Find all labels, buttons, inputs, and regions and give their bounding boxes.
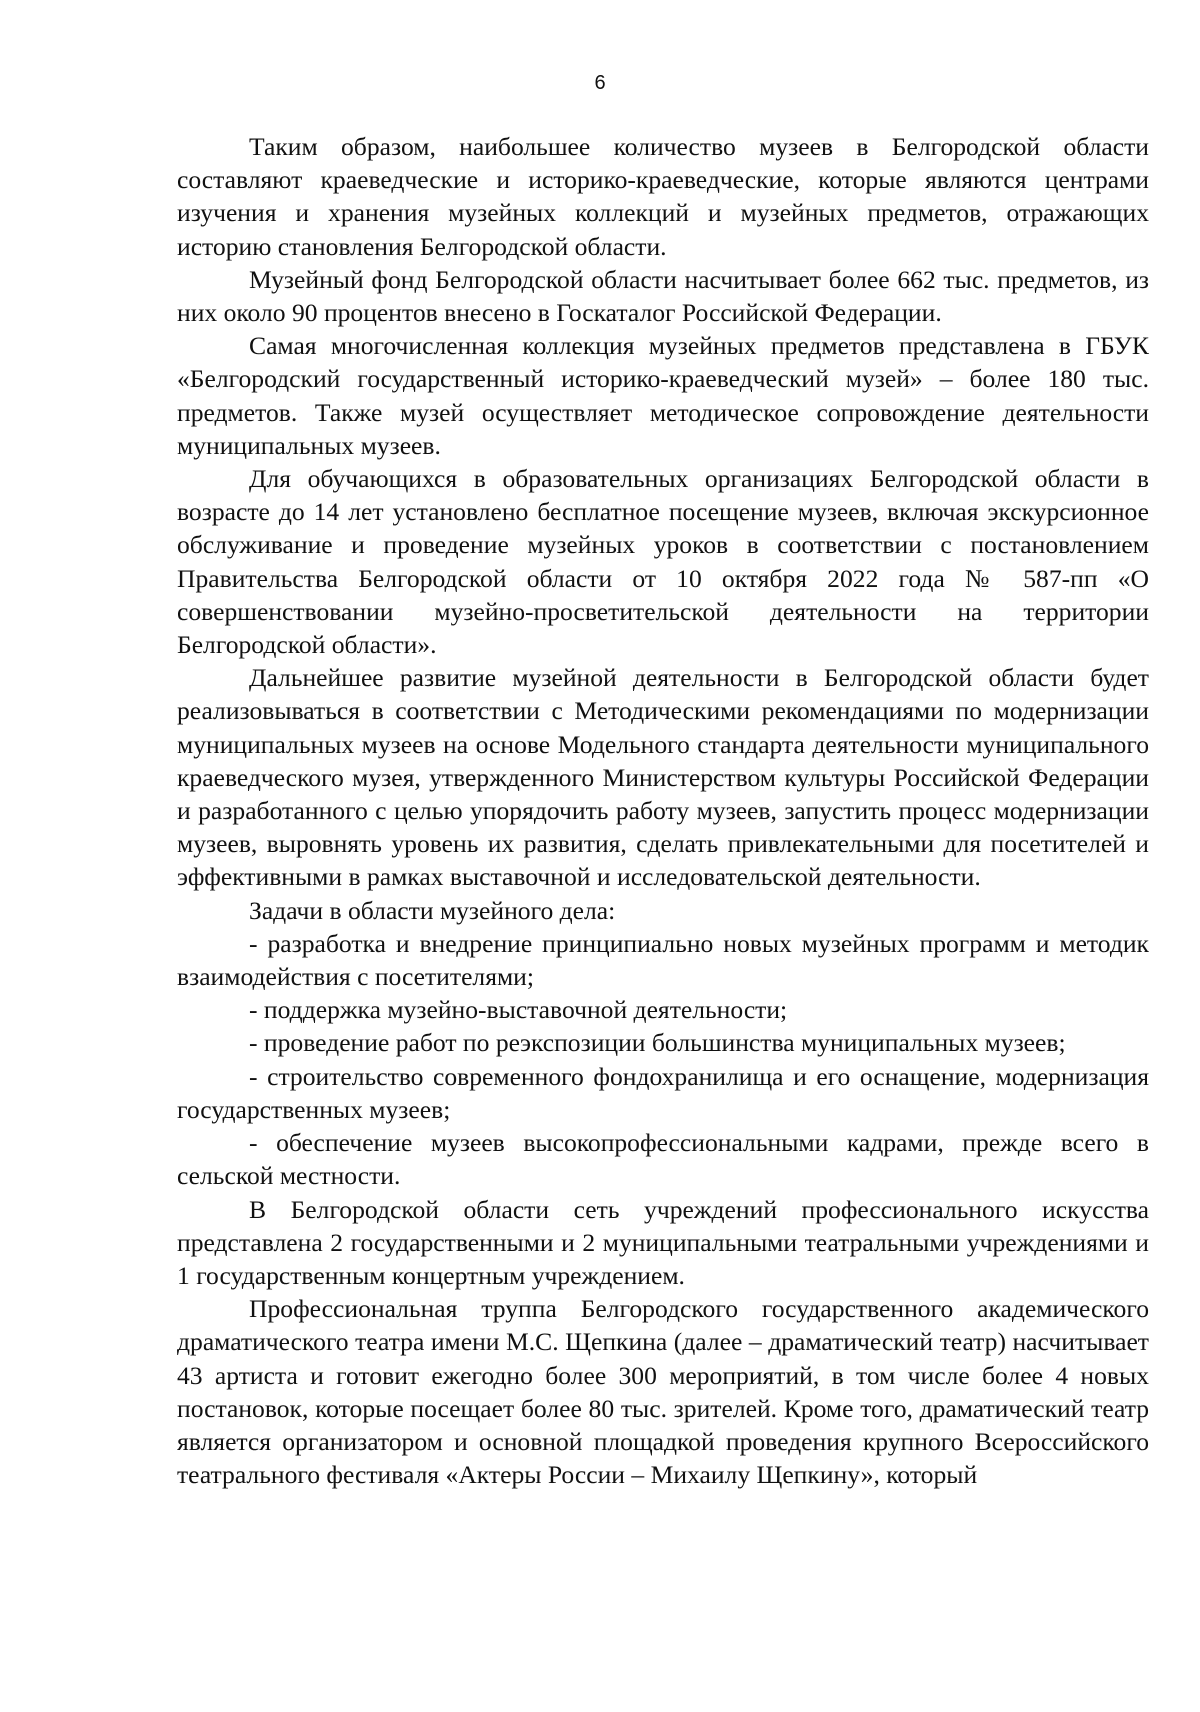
paragraph-further-development: Дальнейшее развитие музейной деятельности в Белгородской области будет реализовываться в соответствии с Методическими рекомендациями по модернизации муниципальных музеев на основе Модельного стандарта деятельности муниципального краеведческого музея, утвержденного Министерством культуры Российской Федерации и разработанного с целью упорядочить работу музеев, запустить процесс модернизации музеев, выровнять уровень их развития, сделать привлекательными для посетителей и эффективными в рамках выставочной и исследовательской деятельности. xyxy=(177,663,1149,892)
paragraph-drama-theatre: Профессиональная труппа Белгородского государственного академического драматического театра имени М.С. Щепкина (далее – драматический театр) насчитывает 43 артиста и готовит ежегодно более 300 мероприятий, в том числе более 4 новых постановок, которые посещает более 80 тыс. зрителей. Кроме того, драматический театр является организатором и основной площадкой проведения крупного Всероссийского театрального фестиваля «Актеры России – Михаилу Щепкину», который xyxy=(177,1294,1149,1490)
paragraph-largest-collection: Самая многочисленная коллекция музейных предметов представлена в ГБУК «Белгородский государственный историко-краеведческий музей» – более 180 тыс. предметов. Также музей осуществляет методическое сопровождение деятельности муниципальных музеев. xyxy=(177,331,1149,460)
list-item-storage-construction: - строительство современного фондохранилища и его оснащение, модернизация государственных музеев; xyxy=(177,1061,1149,1124)
paragraph-arts-network: В Белгородской области сеть учреждений профессионального искусства представлена 2 государственными и 2 муниципальными театральными учреждениями и 1 государственным концертным учреждением. xyxy=(177,1194,1149,1290)
document-body xyxy=(177,130,1149,1491)
list-item-new-programs: - разработка и внедрение принципиально новых музейных программ и методик взаимодействия с посетителями; xyxy=(177,928,1149,992)
paragraph-museums-summary: Таким образом, наибольшее количество музеев в Белгородской области составляют краеведческие и историко-краеведческие, которые являются центрами изучения и хранения музейных коллекций и музейных предметов, отражающих историю становления Белгородской области. xyxy=(177,132,1149,261)
page-number: 6 xyxy=(594,72,606,94)
list-item-staffing: - обеспечение музеев высокопрофессиональными кадрами, прежде всего в сельской местности. xyxy=(177,1128,1149,1191)
paragraph-tasks-heading: Задачи в области музейного дела: xyxy=(249,895,616,925)
paragraph-free-visits: Для обучающихся в образовательных организациях Белгородской области в возрасте до 14 лет установлено бесплатное посещение музеев, включая экскурсионное обслуживание и проведение музейных уроков в соответствии с постановлением Правительства Белгородской области от 10 октября 2022 года № 587-пп «О совершенствовании музейно-просветительской деятельности на территории Белгородской области». xyxy=(177,464,1149,660)
list-item-exhibition-support: - поддержка музейно-выставочной деятельности; xyxy=(249,995,788,1025)
list-item-reexposition: - проведение работ по реэкспозиции большинства муниципальных музеев; xyxy=(249,1028,1066,1058)
paragraph-museum-fund: Музейный фонд Белгородской области насчитывает более 662 тыс. предметов, из них около 90 процентов внесено в Госкаталог Российской Федерации. xyxy=(177,264,1149,328)
